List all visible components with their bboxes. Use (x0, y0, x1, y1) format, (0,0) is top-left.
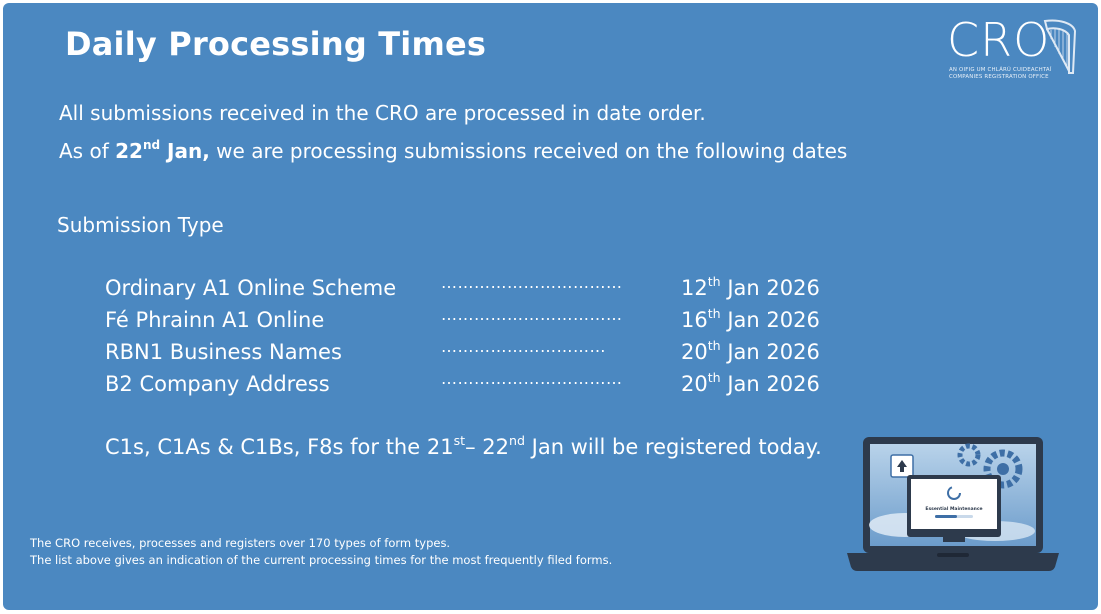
registration-note (105, 432, 822, 459)
submission-date (681, 337, 820, 364)
date-suffix: th (707, 369, 721, 385)
registration-suffix-2: nd (508, 432, 525, 448)
submission-date (681, 273, 820, 300)
submission-date (681, 369, 820, 396)
logo-subtitle-english: COMPANIES REGISTRATION OFFICE (949, 74, 1049, 80)
footnote-line-2: The list above gives an indication of the current processing times for the most frequently filed forms. (30, 553, 613, 567)
submission-type-heading: Submission Type (57, 213, 224, 237)
registration-rest: Jan will be registered today. (524, 435, 822, 459)
submission-date (681, 305, 820, 332)
date-suffix: th (707, 305, 721, 321)
leader-dots: ………………………… (441, 337, 606, 356)
date-suffix: th (707, 273, 721, 289)
intro-date-month: Jan, (160, 139, 210, 163)
submission-name: Fé Phrainn A1 Online (105, 308, 325, 332)
submission-name: B2 Company Address (105, 372, 330, 396)
page-title: Daily Processing Times (65, 25, 487, 63)
date-suffix: th (707, 337, 721, 353)
footnote-line-1: The CRO receives, processes and registers over 170 types of form types. (30, 536, 451, 550)
date-rest: Jan 2026 (720, 308, 820, 332)
laptop-maintenance-icon (845, 435, 1061, 575)
date-day: 20 (681, 340, 708, 364)
cro-logo (943, 15, 1083, 85)
submission-name: RBN1 Business Names (105, 340, 342, 364)
leader-dots: …………………………… (441, 273, 623, 292)
screen-label: Essential Maintenance (925, 507, 983, 512)
date-day: 16 (681, 308, 708, 332)
intro-line-1: All submissions received in the CRO are processed in date order. (59, 101, 706, 125)
date-day: 20 (681, 372, 708, 396)
date-day: 12 (681, 276, 708, 300)
intro-date-day: 22 (115, 139, 143, 163)
registration-prefix: C1s, C1As & C1Bs, F8s for the 21 (105, 435, 454, 459)
logo-subtitle-irish: AN OIFIG UM CHLÁRÚ CUIDEACHTAÍ (949, 67, 1052, 73)
registration-middle: – 22 (465, 435, 509, 459)
leader-dots: …………………………… (441, 369, 623, 388)
date-rest: Jan 2026 (720, 276, 820, 300)
slide (3, 3, 1098, 610)
logo-text: CRO (947, 13, 1051, 67)
registration-suffix-1: st (453, 432, 466, 448)
leader-dots: …………………………… (441, 305, 623, 324)
intro-date-suffix: nd (142, 138, 161, 153)
intro-rest: we are processing submissions received on the following dates (209, 139, 848, 163)
intro-prefix: As of (59, 139, 116, 163)
harp-icon (1039, 17, 1079, 77)
intro-date (115, 139, 210, 163)
date-rest: Jan 2026 (720, 340, 820, 364)
submission-name: Ordinary A1 Online Scheme (105, 276, 397, 300)
date-rest: Jan 2026 (720, 372, 820, 396)
intro-line-2 (59, 139, 847, 163)
